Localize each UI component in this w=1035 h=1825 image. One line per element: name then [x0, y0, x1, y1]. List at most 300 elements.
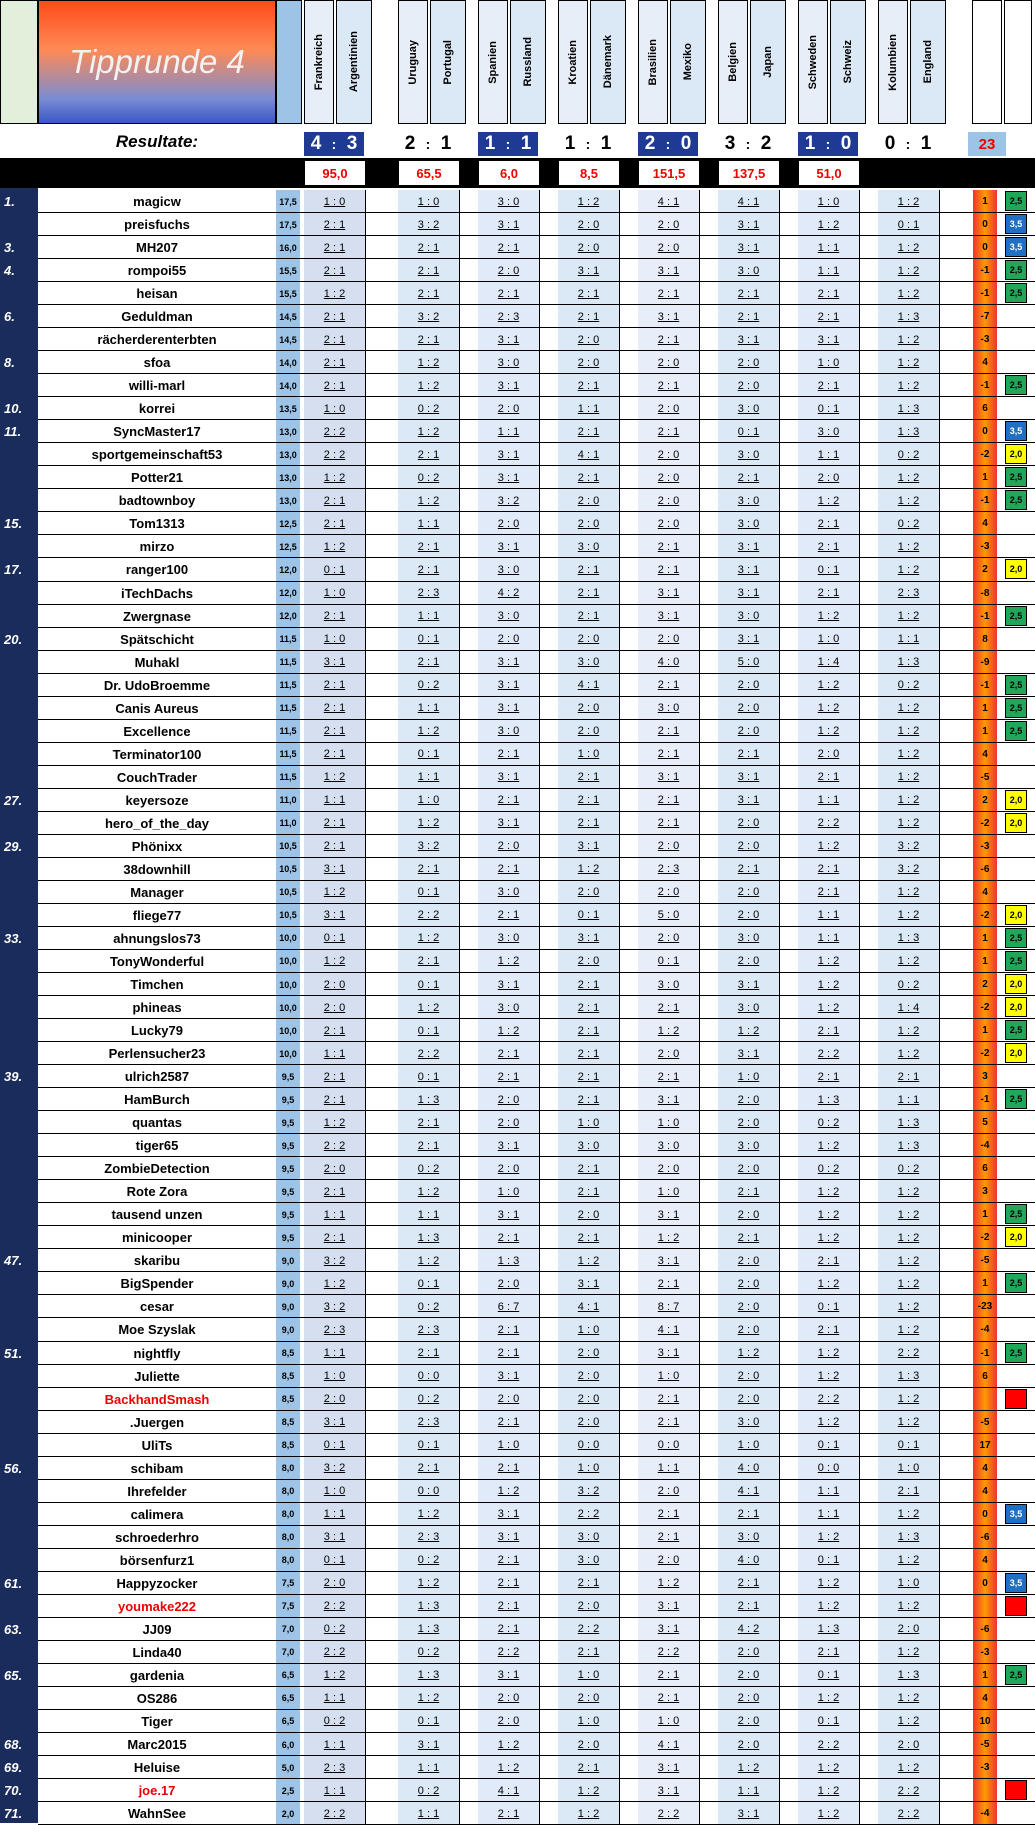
tip-value: 1 : 2 [817, 1231, 840, 1244]
tip-value: 1 : 2 [577, 1784, 600, 1797]
tip-cell [304, 651, 366, 674]
tip-value: 3 : 1 [737, 978, 760, 991]
tip-cell [878, 1065, 940, 1088]
tip-cell [304, 835, 366, 858]
difference-value: -2 [973, 812, 997, 835]
bonus-badge: 2,5 [1005, 721, 1027, 741]
tip-value: 2 : 0 [737, 817, 760, 830]
tip-value: 2 : 1 [737, 748, 760, 761]
player-name: tausend unzen [40, 1203, 274, 1226]
tip-value: 0 : 1 [897, 218, 920, 231]
tip-value: 1 : 2 [417, 1692, 440, 1705]
tip-cell [398, 1710, 460, 1733]
tip-value: 1 : 2 [417, 1577, 440, 1590]
tip-cell [398, 397, 460, 420]
rank-label [4, 973, 38, 996]
tip-value: 2 : 1 [323, 1185, 346, 1198]
tip-value: 3 : 1 [497, 1508, 520, 1521]
tip-cell [878, 1134, 940, 1157]
tip-value: 0 : 1 [817, 1669, 840, 1682]
player-name: Ihrefelder [40, 1480, 274, 1503]
tip-cell [878, 743, 940, 766]
bonus-badge: 2,5 [1005, 1089, 1027, 1109]
player-name: rompoi55 [40, 259, 274, 282]
tip-cell [478, 512, 540, 535]
player-score: 7,0 [276, 1618, 300, 1641]
tip-value: 2 : 1 [577, 1070, 600, 1083]
tip-cell [798, 1134, 860, 1157]
tip-value: 1 : 2 [897, 748, 920, 761]
tip-cell [638, 927, 700, 950]
difference-value: 3 [973, 1065, 997, 1088]
difference-value: 1 [973, 1203, 997, 1226]
tip-cell [558, 236, 620, 259]
tip-value: 2 : 0 [323, 1001, 346, 1014]
tip-cell [558, 1779, 620, 1802]
tip-value: 2 : 1 [417, 1347, 440, 1359]
tip-value: 1 : 2 [323, 771, 346, 784]
tip-value: 2 : 1 [417, 241, 440, 254]
tip-cell [798, 927, 860, 950]
tip-cell [398, 950, 460, 973]
tip-value: 2 : 0 [657, 494, 680, 507]
tip-value: 0 : 1 [417, 748, 440, 761]
player-score: 11,0 [276, 789, 300, 812]
tip-cell [304, 1710, 366, 1733]
tip-value: 2 : 0 [737, 1715, 760, 1728]
tip-cell [718, 927, 780, 950]
tip-cell [398, 374, 460, 397]
tip-cell [798, 1411, 860, 1434]
difference-value: -2 [973, 904, 997, 927]
result-colon: : [742, 132, 754, 156]
tip-value: 2 : 1 [817, 287, 840, 300]
tip-cell [878, 1157, 940, 1180]
tip-value: 0 : 2 [417, 1646, 440, 1659]
tip-value: 1 : 0 [577, 1116, 600, 1129]
tip-cell [798, 397, 860, 420]
result-home: 4 [304, 132, 328, 156]
tip-cell [478, 835, 540, 858]
tip-value: 1 : 0 [323, 402, 346, 415]
tip-value: 2 : 1 [497, 241, 520, 254]
tip-cell [798, 1756, 860, 1779]
tip-cell [718, 512, 780, 535]
tip-value: 3 : 1 [737, 794, 760, 807]
tip-cell [718, 1687, 780, 1710]
tip-value: 0 : 2 [417, 402, 440, 415]
tip-cell [398, 558, 460, 581]
tip-value: 2 : 1 [497, 909, 520, 922]
tip-value: 2 : 0 [577, 1600, 600, 1613]
tip-cell [398, 1756, 460, 1779]
player-score: 6,0 [276, 1733, 300, 1756]
tip-value: 1 : 1 [817, 909, 840, 922]
tip-value: 1 : 1 [417, 610, 440, 623]
tip-cell [558, 835, 620, 858]
tip-cell [558, 1342, 620, 1365]
player-name: phineas [40, 996, 274, 1019]
tip-cell [304, 1134, 366, 1157]
tip-value: 2 : 1 [417, 448, 440, 461]
page-title: Tipprunde 4 [69, 43, 245, 80]
tip-value: 3 : 1 [497, 540, 520, 553]
tip-value: 2 : 1 [417, 563, 440, 576]
tip-cell [638, 628, 700, 651]
tip-cell [558, 466, 620, 489]
rank-label [4, 1272, 38, 1295]
player-score: 13,0 [276, 443, 300, 466]
tip-cell [478, 1411, 540, 1434]
tip-cell [478, 305, 540, 328]
player-name: youmake222 [40, 1595, 274, 1618]
tip-value: 2 : 1 [497, 1323, 520, 1336]
tip-value: 1 : 2 [897, 471, 920, 484]
tip-cell [398, 582, 460, 605]
tip-cell [478, 374, 540, 397]
tip-value: 3 : 0 [497, 610, 520, 623]
red-flag [1005, 1389, 1027, 1409]
result-colon: : [502, 132, 514, 156]
tip-cell [304, 351, 366, 374]
tip-value: 1 : 2 [417, 425, 440, 438]
tip-value: 2 : 1 [657, 1393, 680, 1406]
tip-value: 2 : 0 [497, 517, 520, 530]
player-score: 8,5 [276, 1388, 300, 1411]
difference-value: -2 [973, 1042, 997, 1065]
tip-cell [478, 1342, 540, 1365]
tip-value: 2 : 3 [497, 310, 520, 323]
rank-label: 63. [4, 1621, 23, 1637]
tip-cell [304, 1226, 366, 1249]
match-points-value: 65,5 [398, 160, 460, 186]
tip-cell [398, 1457, 460, 1480]
tip-cell [798, 1203, 860, 1226]
tip-cell [798, 1019, 860, 1042]
player-name: iTechDachs [40, 582, 274, 605]
tip-cell [718, 720, 780, 743]
tip-cell [878, 605, 940, 628]
tip-cell [558, 420, 620, 443]
tip-cell [478, 1503, 540, 1526]
tip-cell [638, 1779, 700, 1802]
tip-cell [398, 1549, 460, 1572]
difference-value: -3 [973, 835, 997, 858]
rank-label: 17. [4, 562, 23, 578]
tip-cell [558, 213, 620, 236]
tip-value: 1 : 1 [817, 264, 840, 277]
tip-value: 2 : 1 [577, 817, 600, 830]
tip-value: 2 : 0 [737, 1208, 760, 1221]
tip-cell [878, 1618, 940, 1641]
tip-value: 2 : 1 [657, 425, 680, 438]
tip-value: 3 : 2 [417, 218, 440, 231]
rank-label [4, 466, 38, 489]
tip-value: 0 : 2 [897, 1162, 920, 1175]
tip-value: 0 : 1 [417, 633, 440, 646]
tip-cell [304, 489, 366, 512]
tip-cell [718, 697, 780, 720]
tip-cell [878, 1572, 940, 1595]
player-score: 8,0 [276, 1549, 300, 1572]
tip-cell [478, 489, 540, 512]
difference-value: -1 [973, 489, 997, 512]
tip-cell [558, 443, 620, 466]
tip-cell [558, 1249, 620, 1272]
tip-cell [478, 720, 540, 743]
bonus-badge: 2,0 [1005, 1227, 1027, 1247]
tip-value: 1 : 2 [417, 1508, 440, 1521]
tip-value: 4 : 1 [497, 1784, 520, 1797]
tip-value: 2 : 1 [657, 794, 680, 807]
player-score: 9,5 [276, 1226, 300, 1249]
player-score: 11,5 [276, 720, 300, 743]
tip-value: 1 : 2 [577, 195, 600, 208]
tip-cell [304, 1203, 366, 1226]
tip-value: 2 : 1 [817, 379, 840, 392]
tip-cell [798, 1365, 860, 1388]
player-name: Phönixx [40, 835, 274, 858]
player-score: 13,0 [276, 489, 300, 512]
tip-value: 1 : 1 [657, 1462, 680, 1475]
tip-cell [478, 1111, 540, 1134]
tip-value: 2 : 0 [577, 1738, 600, 1751]
tip-cell [718, 1618, 780, 1641]
tip-value: 0 : 1 [417, 978, 440, 991]
tip-cell [398, 190, 460, 213]
tip-value: 1 : 2 [817, 1692, 840, 1705]
tip-cell [798, 858, 860, 881]
player-score: 6,5 [276, 1664, 300, 1687]
difference-value: 1 [973, 720, 997, 743]
tip-cell [718, 443, 780, 466]
player-score: 9,5 [276, 1134, 300, 1157]
tip-cell [718, 351, 780, 374]
tip-cell [718, 1710, 780, 1733]
result-home: 1 [798, 132, 822, 156]
tip-value: 1 : 2 [897, 1715, 920, 1728]
tip-cell [718, 328, 780, 351]
tip-value: 4 : 1 [657, 1323, 680, 1336]
tip-cell [798, 259, 860, 282]
tip-cell [478, 1203, 540, 1226]
tip-value: 1 : 0 [657, 1185, 680, 1198]
tip-cell [478, 812, 540, 835]
tip-value: 4 : 2 [497, 587, 520, 599]
tip-cell [478, 420, 540, 443]
player-name: JJ09 [40, 1618, 274, 1641]
tip-cell [304, 582, 366, 605]
tip-value: 3 : 1 [737, 563, 760, 576]
tip-cell [304, 282, 366, 305]
rank-label [4, 881, 38, 904]
tip-cell [304, 628, 366, 651]
tip-cell [398, 1572, 460, 1595]
tip-value: 2 : 1 [817, 587, 840, 599]
tip-value: 0 : 2 [897, 679, 920, 692]
tip-cell [558, 904, 620, 927]
difference-value: -1 [973, 1088, 997, 1111]
rank-label [4, 720, 38, 743]
tip-value: 1 : 2 [897, 379, 920, 392]
tip-cell [398, 904, 460, 927]
team-header [878, 0, 908, 124]
team-header [670, 0, 706, 124]
tip-cell [558, 190, 620, 213]
tip-value: 2 : 0 [657, 1162, 680, 1175]
difference-value: 1 [973, 190, 997, 213]
bonus-badge: 2,0 [1005, 905, 1027, 925]
tip-cell [638, 1365, 700, 1388]
tip-cell [718, 1134, 780, 1157]
tip-cell [478, 190, 540, 213]
tip-cell [304, 1088, 366, 1111]
tip-cell [798, 1802, 860, 1825]
tip-value: 1 : 2 [817, 978, 840, 991]
tip-cell [558, 950, 620, 973]
player-name: UliTs [40, 1434, 274, 1457]
tip-value: 2 : 1 [323, 1024, 346, 1037]
player-name: WahnSee [40, 1802, 274, 1825]
tip-value: 3 : 2 [577, 1485, 600, 1498]
tip-cell [798, 674, 860, 697]
tip-cell [558, 1733, 620, 1756]
tip-cell [398, 443, 460, 466]
tip-cell [304, 466, 366, 489]
tip-cell [304, 1342, 366, 1365]
tip-value: 1 : 2 [577, 1254, 600, 1267]
tip-cell [558, 351, 620, 374]
tip-cell [878, 812, 940, 835]
tip-value: 1 : 2 [323, 1277, 346, 1290]
tip-cell [638, 1756, 700, 1779]
player-name: tiger65 [40, 1134, 274, 1157]
tip-cell [478, 1088, 540, 1111]
tip-value: 2 : 0 [737, 679, 760, 692]
tip-value: 1 : 2 [737, 1761, 760, 1774]
tip-value: 3 : 0 [577, 540, 600, 553]
match-points-value: 8,5 [558, 160, 620, 186]
tip-value: 1 : 2 [897, 886, 920, 899]
corner-cell [0, 0, 38, 124]
tip-cell [558, 1111, 620, 1134]
tip-cell [878, 628, 940, 651]
tip-cell [718, 1295, 780, 1318]
player-name: Lucky79 [40, 1019, 274, 1042]
tip-value: 2 : 1 [577, 1185, 600, 1198]
player-score: 9,5 [276, 1180, 300, 1203]
player-name: rächerderenterbten [40, 328, 274, 351]
tip-value: 2 : 1 [577, 1646, 600, 1659]
team-header [910, 0, 946, 124]
difference-value: 4 [973, 512, 997, 535]
tip-value: 1 : 2 [897, 1416, 920, 1429]
tip-value: 0 : 1 [323, 932, 346, 945]
player-name: Terminator100 [40, 743, 274, 766]
tip-value: 2 : 0 [737, 1646, 760, 1659]
player-score: 7,5 [276, 1572, 300, 1595]
player-score: 5,0 [276, 1756, 300, 1779]
tip-value: 2 : 1 [417, 264, 440, 277]
tip-value: 1 : 2 [897, 264, 920, 277]
tip-cell [878, 1434, 940, 1457]
tip-value: 1 : 1 [323, 1047, 346, 1060]
tip-value: 1 : 2 [897, 1300, 920, 1313]
player-name: CouchTrader [40, 766, 274, 789]
tip-value: 0 : 0 [657, 1439, 680, 1452]
difference-value: -3 [973, 1641, 997, 1664]
tip-value: 1 : 1 [897, 633, 920, 646]
tip-cell [718, 1203, 780, 1226]
rank-label [4, 1710, 38, 1733]
tip-cell [398, 1019, 460, 1042]
tip-cell [478, 1572, 540, 1595]
tip-value: 1 : 3 [817, 1093, 840, 1106]
result-colon: : [328, 132, 340, 156]
tip-value: 2 : 0 [737, 886, 760, 899]
tip-value: 0 : 1 [323, 1554, 346, 1567]
tip-cell [638, 950, 700, 973]
tip-cell [718, 1249, 780, 1272]
player-name: ahnungslos73 [40, 927, 274, 950]
tip-value: 1 : 0 [897, 1462, 920, 1475]
tip-value: 2 : 0 [577, 1370, 600, 1383]
tip-cell [638, 1134, 700, 1157]
bonus-badge: 2,0 [1005, 1043, 1027, 1063]
tip-value: 2 : 0 [323, 978, 346, 991]
tip-value: 1 : 2 [817, 494, 840, 507]
tip-value: 2 : 2 [323, 448, 346, 461]
result-home: 1 [558, 132, 582, 156]
tip-cell [558, 1802, 620, 1825]
tip-value: 4 : 1 [577, 679, 600, 692]
match-points-value: 137,5 [718, 160, 780, 186]
tip-value: 1 : 2 [323, 1116, 346, 1129]
tip-value: 2 : 0 [577, 218, 600, 231]
player-score: 11,5 [276, 743, 300, 766]
tip-value: 1 : 3 [897, 1139, 920, 1152]
bonus-badge: 3,5 [1005, 1573, 1027, 1593]
team-name: Japan [762, 46, 774, 78]
difference-value: -1 [973, 674, 997, 697]
rank-label [4, 1180, 38, 1203]
tip-value: 0 : 2 [417, 1300, 440, 1313]
tip-value: 1 : 1 [497, 425, 520, 438]
player-score: 10,5 [276, 881, 300, 904]
match-points-value: 6,0 [478, 160, 540, 186]
tip-value: 2 : 1 [497, 1623, 520, 1636]
tip-value: 2 : 2 [817, 1393, 840, 1406]
tip-cell [798, 835, 860, 858]
tip-cell [638, 1388, 700, 1411]
tip-cell [798, 973, 860, 996]
player-name: sfoa [40, 351, 274, 374]
tip-value: 0 : 1 [897, 1439, 920, 1452]
tip-value: 1 : 3 [897, 1370, 920, 1383]
tip-value: 2 : 0 [577, 702, 600, 715]
tip-cell [878, 1411, 940, 1434]
tip-value: 2 : 1 [323, 610, 346, 623]
tip-value: 0 : 0 [417, 1370, 440, 1383]
player-name: calimera [40, 1503, 274, 1526]
tip-cell [304, 1065, 366, 1088]
tip-cell [558, 697, 620, 720]
tip-cell [638, 1618, 700, 1641]
rank-label [4, 1595, 38, 1618]
tip-cell [304, 927, 366, 950]
tip-value: 1 : 0 [577, 1462, 600, 1475]
tip-cell [878, 904, 940, 927]
